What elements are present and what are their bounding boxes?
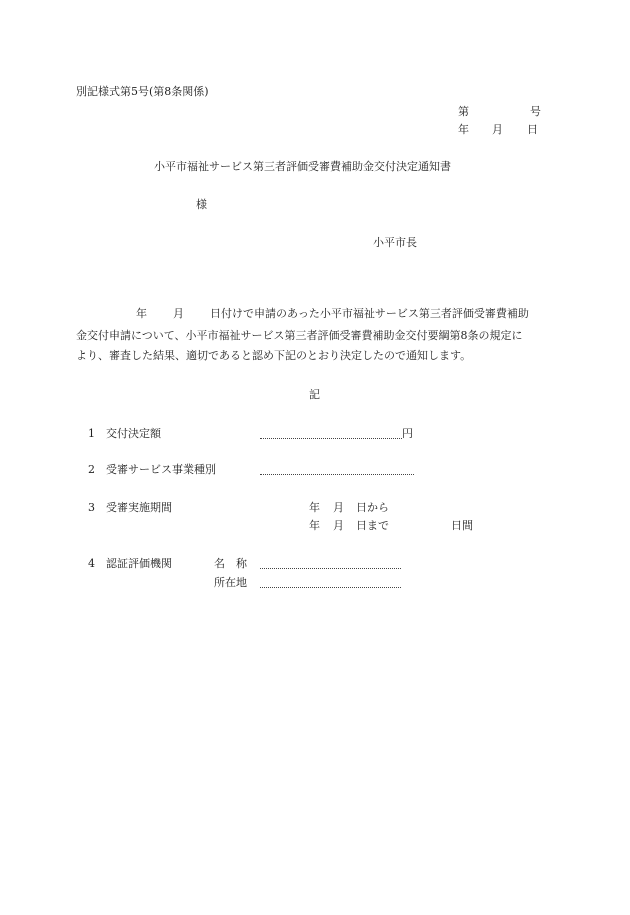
- item-4-number: 4: [88, 557, 95, 570]
- body-year: 年: [136, 307, 147, 320]
- item-1-fill-line[interactable]: [260, 438, 402, 439]
- item-3-to-year: 年: [309, 519, 320, 532]
- item-3-to-day: 日まで: [356, 519, 389, 532]
- ki-heading: 記: [309, 388, 320, 401]
- sender: 小平市長: [373, 236, 417, 249]
- document-title: 小平市福祉サービス第三者評価受審費補助金交付決定通知書: [154, 160, 451, 173]
- item-3-days: 日間: [451, 519, 473, 532]
- date-day: 日: [527, 123, 538, 136]
- item-3-from-year: 年: [309, 501, 320, 514]
- item-2-label: 受審サービス事業種別: [106, 463, 216, 476]
- item-2-number: 2: [88, 463, 95, 476]
- item-4-address-fill-line[interactable]: [260, 587, 401, 588]
- item-3-to-month: 月: [333, 519, 344, 532]
- item-4-name-label: 名 称: [214, 557, 247, 570]
- body-month: 月: [173, 307, 184, 320]
- form-label: 別記様式第5号(第8条関係): [76, 85, 209, 98]
- date-month: 月: [492, 123, 503, 136]
- item-3-number: 3: [88, 501, 95, 514]
- addressee-suffix: 様: [196, 198, 207, 211]
- item-2-fill-line[interactable]: [260, 474, 414, 475]
- item-3-label: 受審実施期間: [106, 501, 172, 514]
- item-1-unit: 円: [402, 427, 413, 440]
- item-4-label: 認証評価機関: [106, 557, 172, 570]
- number-prefix: 第: [458, 105, 469, 118]
- item-3-from-month: 月: [333, 501, 344, 514]
- item-4-name-fill-line[interactable]: [260, 568, 401, 569]
- item-3-from-day: 日から: [356, 501, 389, 514]
- body-line-3: より、審査した結果、適切であると認め下記のとおり決定したので通知します。: [76, 349, 472, 362]
- body-line-1: 日付けで申請のあった小平市福祉サービス第三者評価受審費補助: [210, 307, 529, 320]
- item-1-label: 交付決定額: [106, 427, 161, 440]
- item-1-number: 1: [88, 427, 95, 440]
- item-4-address-label: 所在地: [214, 576, 247, 589]
- number-suffix: 号: [530, 105, 541, 118]
- body-line-2: 金交付申請について、小平市福祉サービス第三者評価受審費補助金交付要綱第8条の規定に: [76, 329, 523, 342]
- date-year: 年: [458, 123, 469, 136]
